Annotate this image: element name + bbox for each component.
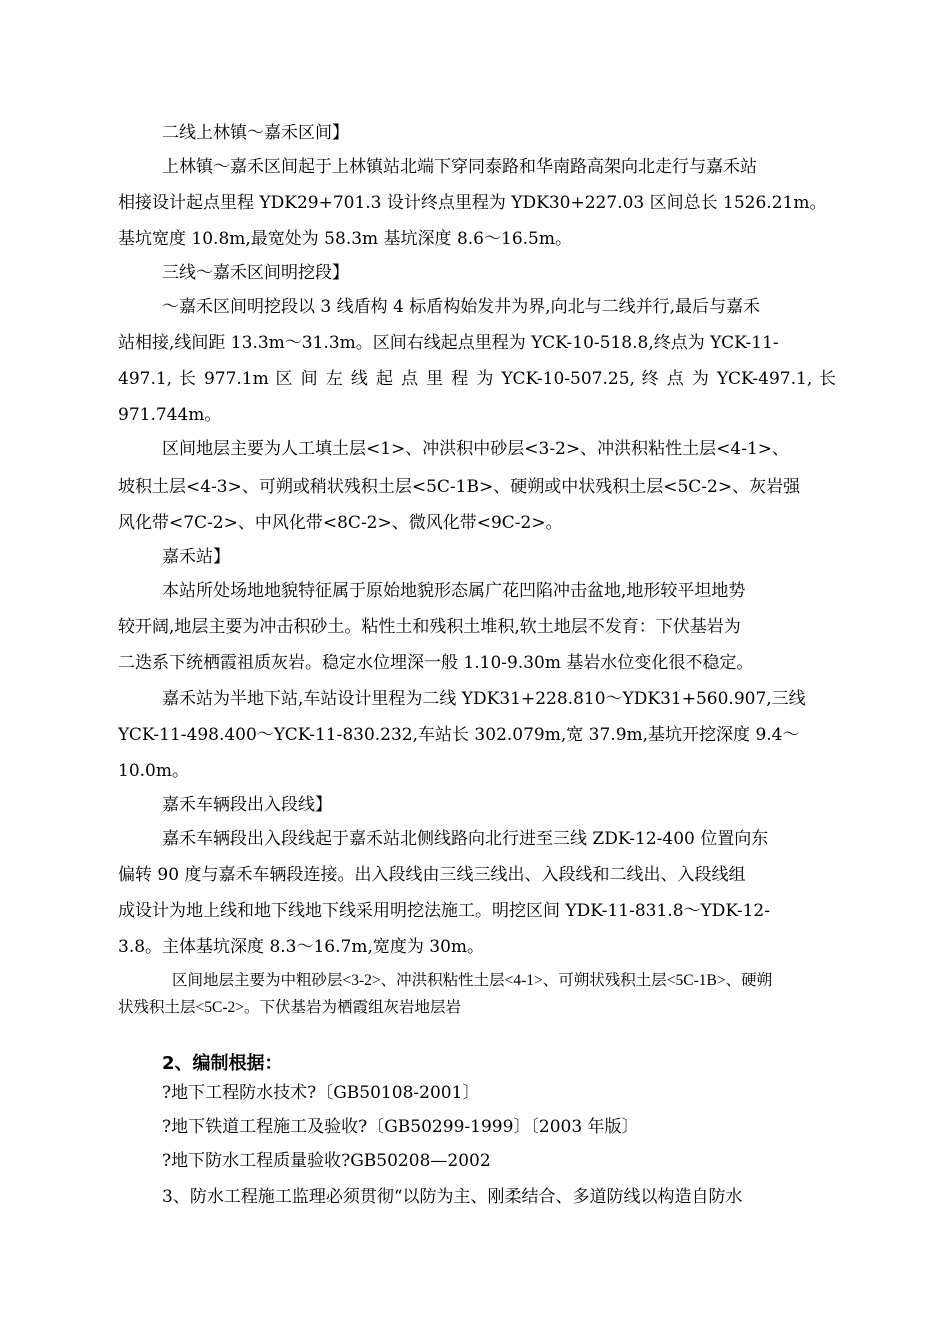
paragraph-line: 3.8。主体基坑深度 8.3～16.7m,宽度为 30m。 xyxy=(118,937,485,957)
section-heading-line-two: 二线上林镇～嘉禾区间】 xyxy=(162,123,349,143)
paragraph-line: 嘉禾车辆段出入段线起于嘉禾站北侧线路向北行进至三线 ZDK-12-400 位置向东 xyxy=(162,829,769,849)
section-heading-open-cut: 三线～嘉禾区间明挖段】 xyxy=(162,263,349,283)
paragraph-line-small: 状残积土层<5C-2>。下伏基岩为栖霞组灰岩地层岩 xyxy=(118,999,461,1016)
paragraph-line: 本站所处场地地貌特征属于原始地貌形态属广花凹陷冲击盆地,地形较平坦地势 xyxy=(162,581,746,601)
reference-item: ?地下防水工程质量验收?GB50208—2002 xyxy=(162,1151,491,1171)
paragraph-line: 相接设计起点里程 YDK29+701.3 设计终点里程为 YDK30+227.03 区间总长 1526.21m。 xyxy=(118,193,827,213)
paragraph-line: 497.1, 长 977.1m 区 间 左 线 起 点 里 程 为 YCK-10-507.25, 终 点 为 YCK-497.1, 长 xyxy=(118,369,836,389)
paragraph-line: YCK-11-498.400～YCK-11-830.232,车站长 302.079m,宽 37.9m,基坑开挖深度 9.4～ xyxy=(118,725,800,745)
paragraph-line: ～嘉禾区间明挖段以 3 线盾构 4 标盾构始发井为界,向北与二线并行,最后与嘉禾 xyxy=(162,297,761,317)
paragraph-line: 成设计为地上线和地下线地下线采用明挖法施工。明挖区间 YDK-11-831.8～YDK-12- xyxy=(118,901,770,921)
paragraph-line: 区间地层主要为人工填土层<1>、冲洪积中砂层<3-2>、冲洪积粘性土层<4-1>、 xyxy=(162,439,790,459)
reference-item: ?地下铁道工程施工及验收?〔GB50299-1999〕〔2003 年版〕 xyxy=(162,1117,639,1137)
paragraph-line: 上林镇～嘉禾区间起于上林镇站北端下穿同泰路和华南路高架向北走行与嘉禾站 xyxy=(162,157,757,177)
paragraph-line: 基坑宽度 10.8m,最宽处为 58.3m 基坑深度 8.6～16.5m。 xyxy=(118,229,572,249)
paragraph-line: 3、防水工程施工监理必须贯彻“以防为主、刚柔结合、多道防线以构造自防水 xyxy=(162,1187,743,1207)
paragraph-line-small: 区间地层主要为中粗砂层<3-2>、冲洪积粘性土层<4-1>、可朔状残积土层<5C-1B>、硬朔 xyxy=(172,972,773,989)
paragraph-line: 嘉禾站为半地下站,车站设计里程为二线 YDK31+228.810～YDK31+560.907,三线 xyxy=(162,689,806,709)
paragraph-line: 站相接,线间距 13.3m～31.3m。区间右线起点里程为 YCK-10-518.8,终点为 YCK-11- xyxy=(118,333,779,353)
paragraph-line: 坡积土层<4-3>、可朔或稍状残积土层<5C-1B>、硬朔或中状残积土层<5C-2>、灰岩强 xyxy=(118,477,801,497)
paragraph-line: 风化带<7C-2>、中风化带<8C-2>、微风化带<9C-2>。 xyxy=(118,513,563,533)
paragraph-line: 10.0m。 xyxy=(118,761,189,781)
section-heading-station: 嘉禾站】 xyxy=(162,547,230,567)
paragraph-line: 偏转 90 度与嘉禾车辆段连接。出入段线由三线三线出、入段线和二线出、入段线组 xyxy=(118,865,746,885)
paragraph-line: 971.744m。 xyxy=(118,405,222,425)
reference-item: ?地下工程防水技术?〔GB50108-2001〕 xyxy=(162,1083,480,1103)
section-heading-depot: 嘉禾车辆段出入段线】 xyxy=(162,795,332,815)
paragraph-line: 较开阔,地层主要为冲击积砂土。粘性土和残积土堆积,软土地层不发育：下伏基岩为 xyxy=(118,617,741,637)
paragraph-line: 二迭系下统栖霞祖质灰岩。稳定水位埋深一般 1.10-9.30m 基岩水位变化很不稳定。 xyxy=(118,653,754,673)
section-heading-basis: 2、编制根据： xyxy=(162,1053,283,1074)
